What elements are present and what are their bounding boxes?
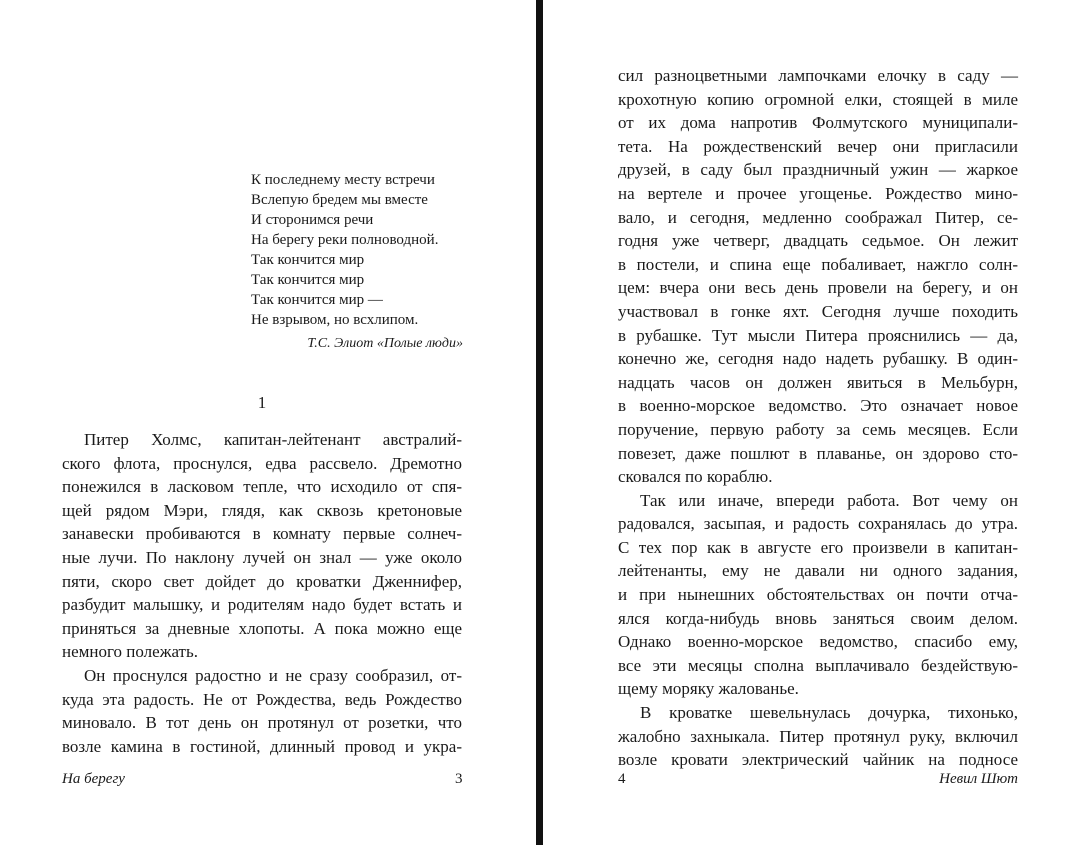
- right-running-title: Невил Шют: [939, 771, 1018, 787]
- epigraph-attribution: Т.С. Элиот «Полые люди»: [307, 336, 463, 351]
- text-line: занавески пробиваются в комнату первые солнеч-: [62, 524, 462, 544]
- text-line: щей рядом Мэри, глядя, как сквозь кретоновые: [62, 500, 462, 520]
- left-running-title: На берегу: [62, 771, 125, 787]
- text-line: В кроватке шевельнулась дочурка, тихонько,: [640, 703, 1018, 723]
- epigraph: [251, 170, 471, 330]
- text-line: лейтенанты, ему не давали ни одного задания,: [618, 561, 1018, 581]
- epigraph-line: Так кончится мир: [251, 252, 365, 268]
- text-line: пяти, скоро свет дойдет до кроватки Дженнифер,: [62, 571, 462, 591]
- right-page: [543, 0, 1083, 845]
- epigraph-line: Вслепую бредем мы вместе: [251, 192, 428, 208]
- epigraph-line: К последнему месту встречи: [251, 172, 435, 188]
- text-line: крохотную копию огромной елки, стоящей в миле: [618, 89, 1018, 109]
- text-line: на вертеле и прочее угощенье. Рождество мино-: [618, 183, 1018, 203]
- left-page-number: 3: [455, 771, 463, 787]
- text-line: разбудит малышку, и родителям надо будет встать и: [62, 595, 462, 615]
- left-page: [0, 0, 536, 845]
- text-line: в рубашке. Тут мысли Питера прояснились — да,: [618, 325, 1018, 345]
- text-line: жалобно захныкала. Питер протянул руку, включил: [618, 726, 1018, 746]
- epigraph-line: Так кончится мир: [251, 272, 365, 288]
- text-line: годня уже четверг, двадцать седьмое. Он лежит: [618, 231, 1018, 251]
- epigraph-line: И сторонимся речи: [251, 212, 374, 228]
- text-line: поручение, первую работу за семь месяцев. Если: [618, 419, 1018, 439]
- text-line: миновало. В тот день он протянул от розетки, что: [62, 713, 462, 733]
- text-line: радовался, засыпая, и радость сохранялась до утра.: [618, 514, 1018, 534]
- text-line: понежился в ласковом тепле, что исходило от спя-: [62, 477, 462, 497]
- right-page-number: 4: [618, 771, 626, 787]
- text-line: приняться за дневные хлопоты. А пока можно еще: [62, 618, 462, 638]
- text-line: возле кровати электрический чайник на подносе: [618, 750, 1018, 770]
- text-line: сил разноцветными лампочками елочку в саду —: [618, 66, 1018, 85]
- text-line: тета. На рождественский вечер они пригласили: [618, 136, 1018, 156]
- left-page-body-text: [62, 428, 462, 758]
- text-line: сковался по кораблю.: [618, 467, 773, 487]
- text-line: друзей, в саду был праздничный ужин — жаркое: [618, 160, 1018, 180]
- text-line: ные лучи. По наклону лучей он знал — уже около: [62, 547, 462, 567]
- epigraph-line: Не взрывом, но всхлипом.: [251, 312, 419, 328]
- text-line: надцать часов он должен явиться в Мельбурн,: [618, 372, 1018, 392]
- text-line: щему моряку жалованье.: [618, 679, 799, 699]
- text-line: и при нынешних обстоятельствах он почти отча-: [618, 585, 1018, 605]
- text-line: цем: вчера они весь день провели на берегу, и он: [618, 278, 1018, 298]
- text-line: куда эта радость. Не от Рождества, ведь Рождество: [62, 689, 462, 709]
- text-line: от их дома напротив Фолмутского муниципали-: [618, 113, 1018, 133]
- text-line: немного полежать.: [62, 642, 198, 662]
- text-line: вало, и сегодня, медленно соображал Питер, се-: [618, 207, 1018, 227]
- book-spine-gutter: [536, 0, 543, 845]
- text-line: ского флота, проснулся, едва рассвело. Дремотно: [62, 453, 462, 473]
- text-line: Однако военно-морское ведомство, спасибо ему,: [618, 632, 1018, 652]
- epigraph-line: На берегу реки полноводной.: [251, 232, 439, 248]
- right-page-body-text: [618, 64, 1018, 772]
- text-line: конечно же, сегодня надо надеть рубашку. В один-: [618, 349, 1018, 369]
- epigraph-line: Так кончится мир —: [251, 292, 383, 308]
- text-line: С тех пор как в августе его произвели в капитан-: [618, 537, 1018, 557]
- text-line: все эти месяцы сполна выплачивало бездействую-: [618, 655, 1018, 675]
- text-line: возле камина в гостиной, длинный провод и укра-: [62, 736, 462, 756]
- chapter-number: 1: [257, 393, 267, 412]
- text-line: Питер Холмс, капитан-лейтенант австралий-: [84, 430, 462, 449]
- text-line: повезет, даже пошлют в плаванье, он здорово сто-: [618, 443, 1018, 463]
- text-line: ялся когда-нибудь вновь заняться своим делом.: [618, 608, 1018, 628]
- text-line: в военно-морское ведомство. Это означает новое: [618, 396, 1018, 416]
- text-line: Он проснулся радостно и не сразу сообразил, от-: [84, 665, 462, 685]
- text-line: Так или иначе, впереди работа. Вот чему он: [640, 490, 1018, 510]
- text-line: в постели, и спина еще побаливает, нажгло солн-: [618, 254, 1018, 274]
- text-line: участвовал в гонке яхт. Сегодня лучше походить: [618, 301, 1018, 321]
